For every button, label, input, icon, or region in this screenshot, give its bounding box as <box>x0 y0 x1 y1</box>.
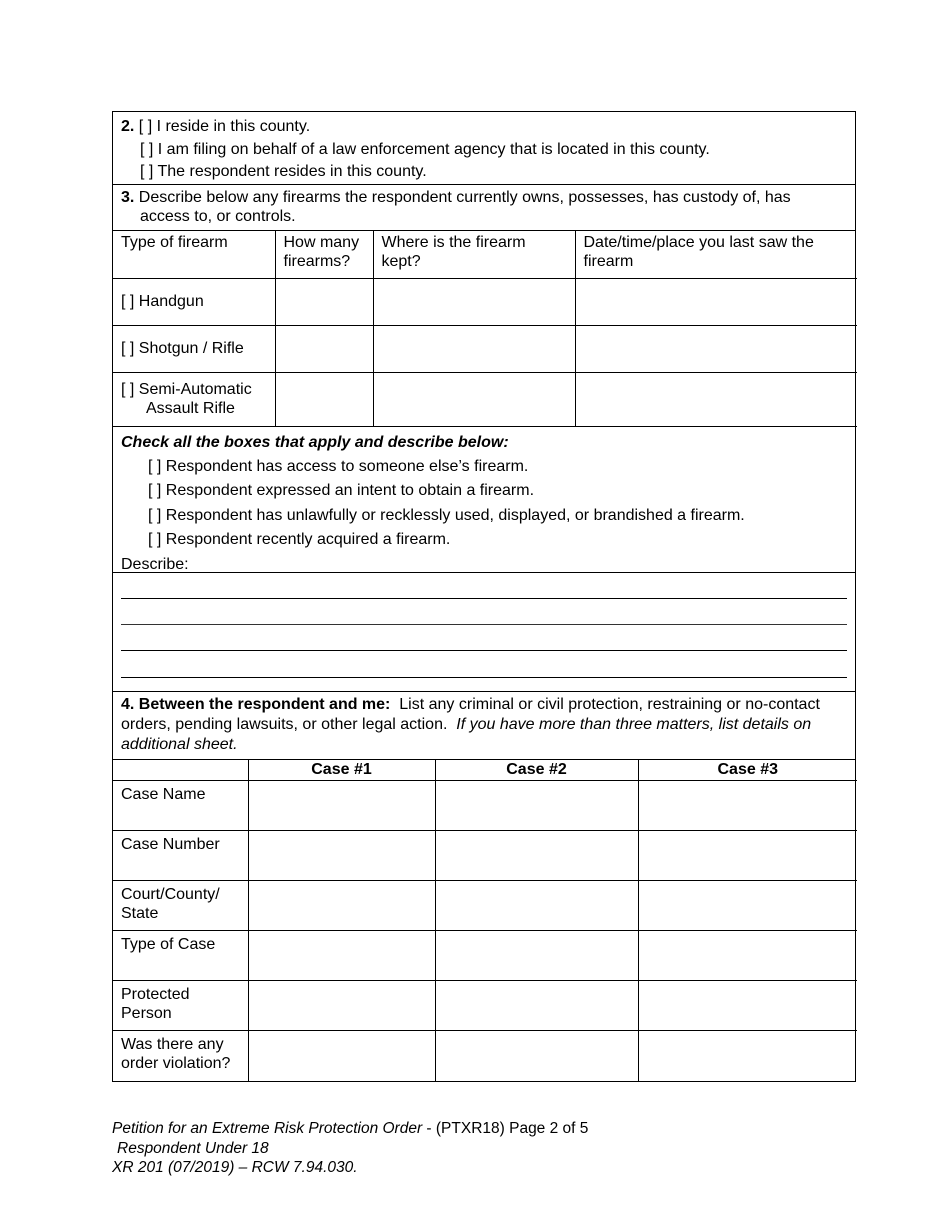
row-label-type-of-case: Type of Case <box>113 931 248 981</box>
firearm-location-cell[interactable] <box>373 372 575 426</box>
firearms-header-row <box>113 231 857 278</box>
case-cell[interactable] <box>638 781 857 831</box>
firearm-row-shotgun <box>113 325 857 372</box>
case-row-name <box>113 781 857 831</box>
section-3-text-2: access to, or controls. <box>140 208 296 225</box>
firearm-type-handgun[interactable]: [ ] Handgun <box>113 278 275 325</box>
firearm-count-cell[interactable] <box>275 278 373 325</box>
section-4-text: List any criminal or civil protection, restraining or no-contact orders, pending lawsuits, or other legal action. <box>121 695 825 733</box>
section-4-heading <box>113 692 855 760</box>
firearm-location-cell[interactable] <box>373 325 575 372</box>
col-type-of-firearm: Type of firearm <box>113 231 275 278</box>
col-how-many: How many firearms? <box>275 231 373 278</box>
check-intent-obtain[interactable]: [ ] Respondent expressed an intent to obtain a firearm. <box>148 482 535 500</box>
case-row-number <box>113 831 857 881</box>
case-cell[interactable] <box>638 1031 857 1081</box>
case-row-protected-person <box>113 981 857 1031</box>
section-2-residence <box>113 112 855 185</box>
write-line[interactable] <box>121 650 847 651</box>
check-unlawful-use[interactable]: [ ] Respondent has unlawfully or recklessly used, displayed, or brandished a firearm. <box>148 506 745 524</box>
firearm-row-assault-rifle <box>113 372 857 426</box>
firearm-type-shotgun[interactable]: [ ] Shotgun / Rifle <box>113 325 275 372</box>
case-cell[interactable] <box>638 831 857 881</box>
firearm-type-assault-rifle[interactable]: [ ] Semi-Automatic Assault Rifle <box>113 372 275 426</box>
write-line[interactable] <box>121 598 847 599</box>
row-label-case-number: Case Number <box>113 831 248 881</box>
footer-line-2: Respondent Under 18 <box>117 1139 269 1157</box>
section-3-number: 3. <box>121 189 135 206</box>
case-cell[interactable] <box>248 931 435 981</box>
check-boxes-section <box>113 427 855 573</box>
case-cell[interactable] <box>435 931 638 981</box>
row-label-case-name: Case Name <box>113 781 248 831</box>
case-cell[interactable] <box>435 781 638 831</box>
section-4-italic-note: If you have more than three matters, list details on additional sheet. <box>121 715 812 753</box>
check-access-else-firearm[interactable]: [ ] Respondent has access to someone else’s firearm. <box>148 457 529 475</box>
firearm-row-handgun <box>113 278 857 325</box>
case-cell[interactable] <box>638 981 857 1031</box>
col-where-kept: Where is the firearm kept? <box>373 231 575 278</box>
case-cell[interactable] <box>638 881 857 931</box>
case-cell[interactable] <box>248 981 435 1031</box>
case-cell[interactable] <box>248 831 435 881</box>
section-3-heading <box>113 185 855 231</box>
footer-form-title: Petition for an Extreme Risk Protection Order <box>112 1120 423 1137</box>
footer-line-1 <box>112 1119 588 1139</box>
footer-page-info: - (PTXR18) Page 2 of 5 <box>422 1120 589 1137</box>
case-row-court <box>113 881 857 931</box>
page-footer <box>112 1119 588 1178</box>
write-line[interactable] <box>121 624 847 625</box>
case-row-violation <box>113 1031 857 1081</box>
firearm-location-cell[interactable] <box>373 278 575 325</box>
section-4-title: 4. Between the respondent and me: <box>121 695 391 713</box>
case-cell[interactable] <box>248 1031 435 1081</box>
section-2-option-3[interactable]: [ ] The respondent resides in this county. <box>140 163 427 180</box>
case-cell[interactable] <box>248 881 435 931</box>
footer-line-3: XR 201 (07/2019) – RCW 7.94.030. <box>112 1159 358 1176</box>
firearm-last-seen-cell[interactable] <box>575 325 857 372</box>
case-cell[interactable] <box>435 1031 638 1081</box>
section-3-text-1: Describe below any firearms the respondent currently owns, possesses, has custody of, has <box>138 189 791 206</box>
case-row-type <box>113 931 857 981</box>
firearm-count-cell[interactable] <box>275 325 373 372</box>
row-label-protected-person: Protected Person <box>113 981 248 1031</box>
section-2-number: 2. <box>121 118 135 135</box>
describe-lines[interactable] <box>113 573 855 692</box>
section-2-option-2[interactable]: [ ] I am filing on behalf of a law enforcement agency that is located in this county. <box>140 140 710 158</box>
firearms-table <box>113 231 857 427</box>
case-1-header: Case #1 <box>248 760 435 781</box>
case-cell[interactable] <box>435 881 638 931</box>
firearm-count-cell[interactable] <box>275 372 373 426</box>
case-cell[interactable] <box>435 981 638 1031</box>
case-2-header: Case #2 <box>435 760 638 781</box>
cases-header-row <box>113 760 857 781</box>
firearm-last-seen-cell[interactable] <box>575 278 857 325</box>
write-line[interactable] <box>121 677 847 678</box>
col-last-seen: Date/time/place you last saw the firearm <box>575 231 857 278</box>
describe-label: Describe: <box>121 555 189 573</box>
case-cell[interactable] <box>248 781 435 831</box>
firearm-last-seen-cell[interactable] <box>575 372 857 426</box>
section-2-option-1[interactable]: 2. [ ] I reside in this county. <box>121 118 311 135</box>
case-cell[interactable] <box>638 931 857 981</box>
checks-title: Check all the boxes that apply and describe below: <box>121 433 509 451</box>
case-cell[interactable] <box>435 831 638 881</box>
cases-corner-cell <box>113 760 248 781</box>
row-label-order-violation: Was there any order violation? <box>113 1031 248 1081</box>
case-3-header: Case #3 <box>638 760 857 781</box>
check-recently-acquired[interactable]: [ ] Respondent recently acquired a firearm. <box>148 531 451 549</box>
row-label-court-county-state: Court/County/ State <box>113 881 248 931</box>
form-page <box>112 111 856 1082</box>
cases-table <box>113 760 857 1081</box>
